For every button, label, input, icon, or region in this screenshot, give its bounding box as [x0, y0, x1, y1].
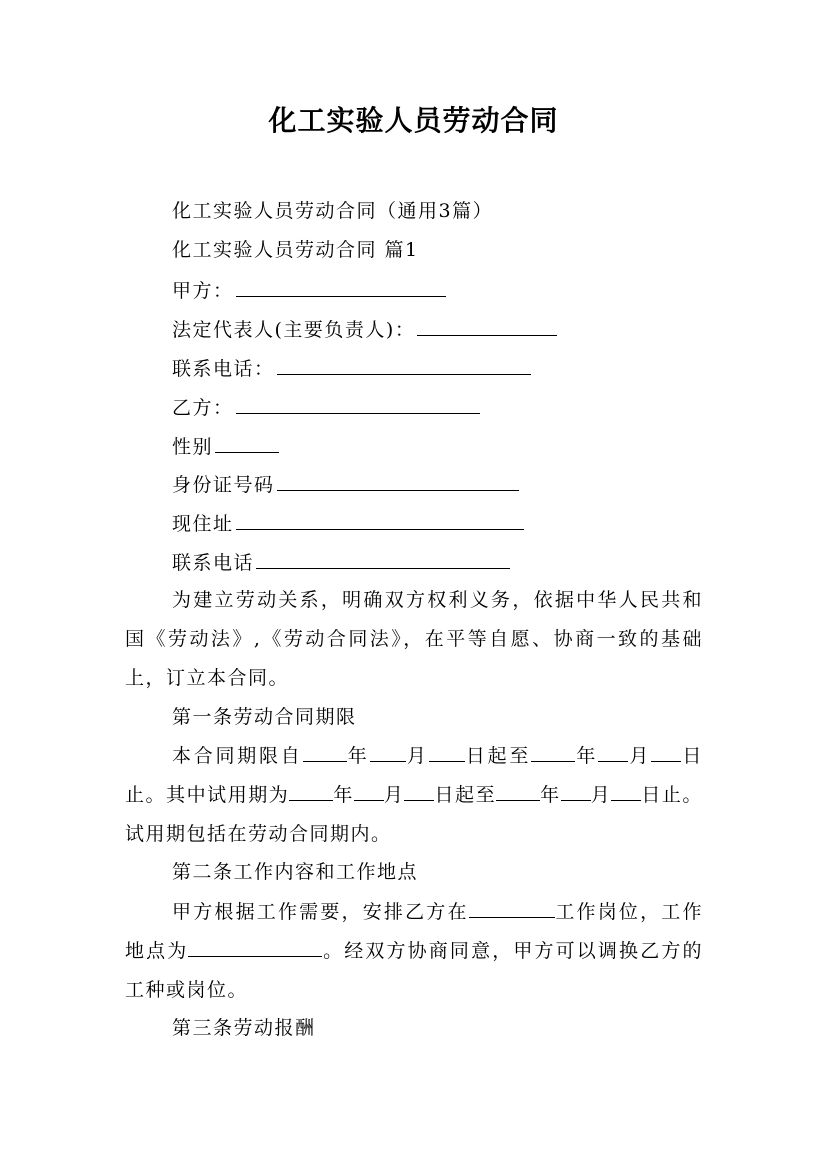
gender-label: 性别 [172, 436, 214, 458]
party-b-blank [236, 393, 480, 414]
id-number-label: 身份证号码 [172, 474, 275, 496]
address-blank [236, 509, 524, 530]
phone-b-field [172, 548, 510, 576]
trial-start-month-blank [354, 780, 384, 801]
work-location-blank [188, 936, 322, 957]
end-month-blank [598, 741, 628, 762]
party-a-field [172, 276, 446, 304]
document-subtitle: 化工实验人员劳动合同（通用3篇） [172, 200, 494, 222]
document-title: 化工实验人员劳动合同 [268, 104, 559, 137]
party-a-blank [236, 276, 446, 297]
article1-heading: 第一条劳动合同期限 [172, 706, 357, 728]
job-position-blank [469, 897, 555, 918]
party-b-field [172, 393, 480, 421]
article2-paragraph: 甲方根据工作需要，安排乙方在 工作岗位，工作地点为 。经双方协商同意，甲方可以调换乙方的工种或岗位。 [125, 893, 703, 1010]
id-number-blank [277, 470, 519, 491]
phone-a-blank [277, 354, 531, 375]
legal-rep-label: 法定代表人(主要负责人)： [172, 319, 416, 341]
trial-start-day-blank [404, 780, 434, 801]
trial-start-year-blank [289, 780, 333, 801]
trial-end-month-blank [561, 780, 591, 801]
start-year-blank [303, 741, 347, 762]
phone-b-label: 联系电话 [172, 552, 255, 574]
section-title: 化工实验人员劳动合同 篇1 [172, 239, 419, 261]
id-number-field [172, 470, 519, 498]
gender-blank [215, 432, 279, 453]
end-day-blank [651, 741, 681, 762]
intro-paragraph: 为建立劳动关系，明确双方权利义务，依据中华人民共和国《劳动法》,《劳动合同法》，在平等自愿、协商一致的基础上，订立本合同。 [125, 589, 703, 689]
address-field [172, 509, 524, 537]
start-day-blank [429, 741, 465, 762]
legal-rep-field [172, 315, 557, 343]
gender-field [172, 432, 279, 460]
article1-paragraph: 本合同期限自 年 月 日起至 年 月 日止。其中试用期为 年 月 日起至 年 月 日止。试用期包括在劳动合同期内。 [125, 737, 703, 854]
legal-rep-blank [417, 315, 557, 336]
trial-end-year-blank [496, 780, 540, 801]
article2-heading: 第二条工作内容和工作地点 [172, 861, 419, 883]
party-a-label: 甲方： [172, 280, 234, 302]
trial-end-day-blank [611, 780, 641, 801]
article3-heading: 第三条劳动报酬 [172, 1017, 316, 1039]
start-month-blank [370, 741, 406, 762]
phone-a-field [172, 354, 531, 382]
end-year-blank [531, 741, 575, 762]
address-label: 现住址 [172, 513, 234, 535]
phone-a-label: 联系电话： [172, 358, 275, 380]
party-b-label: 乙方： [172, 397, 234, 419]
phone-b-blank [256, 548, 510, 569]
